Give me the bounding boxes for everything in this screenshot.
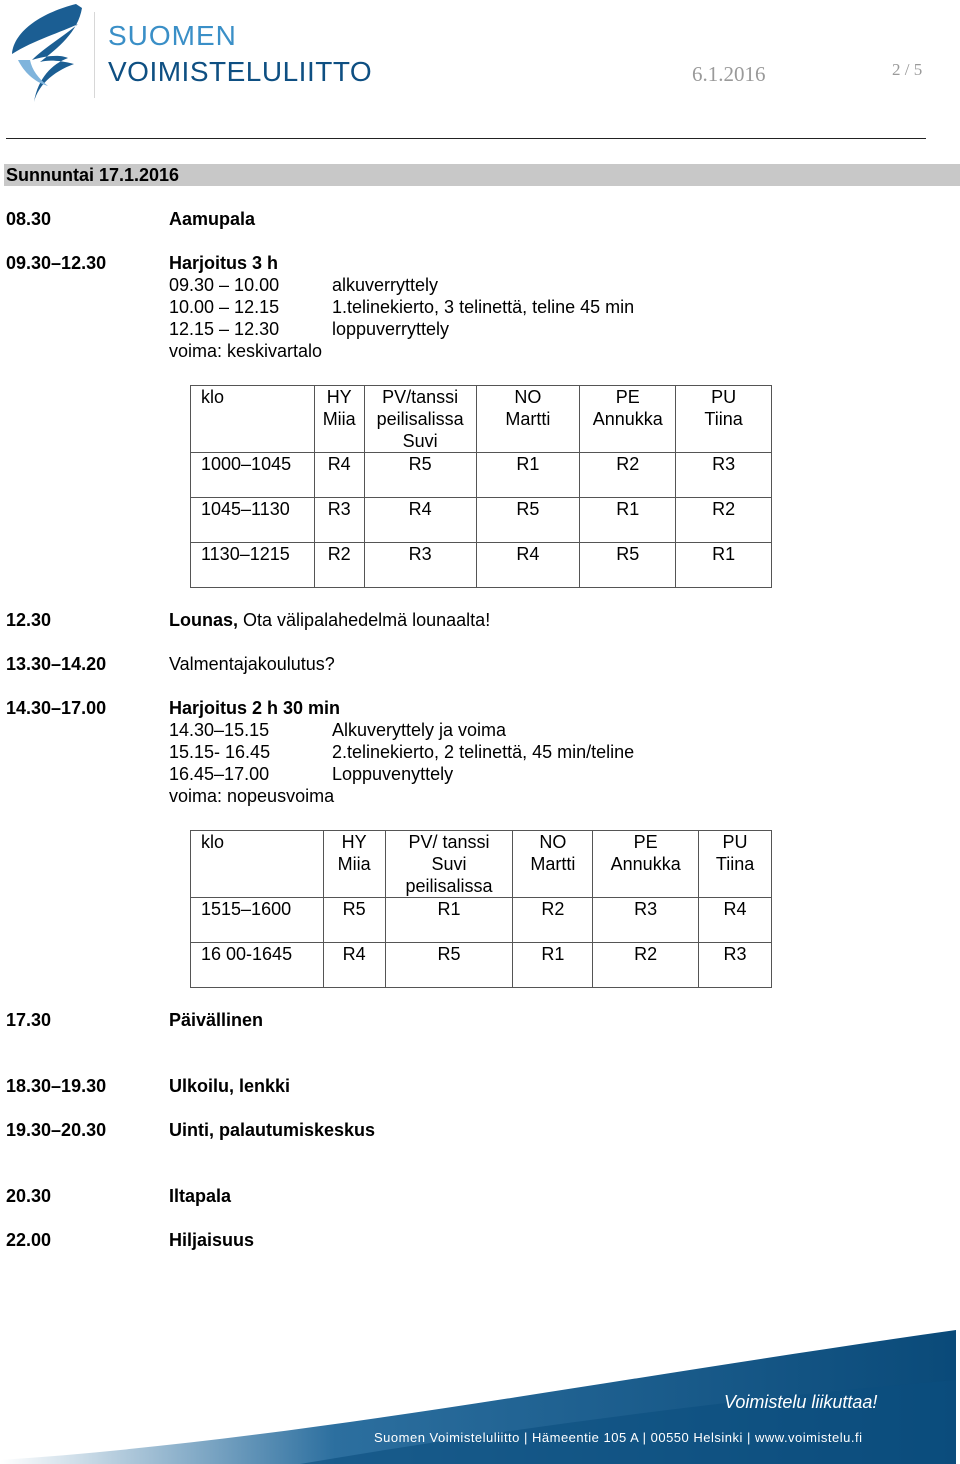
event-time: 19.30–20.30 <box>6 1120 107 1140</box>
sub-time: 09.30 – 10.00 <box>169 275 280 295</box>
header-cell: NO Martti <box>513 831 593 898</box>
table-cell: R5 <box>323 898 385 943</box>
event-time: 08.30 <box>6 209 52 229</box>
header-cell: PE Annukka <box>580 386 676 453</box>
day-title-band <box>4 164 960 186</box>
header-cell: PV/tanssi peilisalissa Suvi <box>364 386 476 453</box>
table-cell: R1 <box>476 453 580 498</box>
event-title: Iltapala <box>169 1186 232 1206</box>
table-cell: R3 <box>314 498 364 543</box>
sub-time: 14.30–15.15 <box>169 720 270 740</box>
sub-time: 12.15 – 12.30 <box>169 319 280 339</box>
table-cell: 16 00-1645 <box>191 943 324 988</box>
footer-address: Suomen Voimisteluliitto | Hämeentie 105 A | 00550 Helsinki | www.voimistelu.fi <box>374 1430 863 1445</box>
rotation-table-morning <box>190 385 772 588</box>
table-cell: R4 <box>699 898 772 943</box>
table-cell: 1000–1045 <box>191 453 315 498</box>
table-cell: R5 <box>476 498 580 543</box>
event-time: 13.30–14.20 <box>6 654 107 674</box>
table-cell: R2 <box>593 943 699 988</box>
table-cell: R1 <box>385 898 513 943</box>
event-title: Aamupala <box>169 209 256 229</box>
event-extra: Ota välipalahedelmä lounaalta! <box>243 610 491 630</box>
header-cell: PV/ tanssi Suvi peilisalissa <box>385 831 513 898</box>
training-note: voima: keskivartalo <box>169 341 323 361</box>
sub-desc: Alkuveryttely ja voima <box>332 720 507 740</box>
header-cell: HY Miia <box>314 386 364 453</box>
event-title: Uinti, palautumiskeskus <box>169 1120 376 1140</box>
table-cell: R2 <box>513 898 593 943</box>
sub-desc: alkuverryttely <box>332 275 439 295</box>
header-cell: HY Miia <box>323 831 385 898</box>
table-row <box>191 898 772 943</box>
event-time: 17.30 <box>6 1010 52 1030</box>
day-title: Sunnuntai 17.1.2016 <box>6 165 180 185</box>
training-note: voima: nopeusvoima <box>169 786 335 806</box>
event-time: 22.00 <box>6 1230 52 1250</box>
table-cell: R1 <box>513 943 593 988</box>
rotation-table-afternoon <box>190 830 772 988</box>
event-title: Lounas, <box>169 610 239 630</box>
event-title-line <box>169 609 490 631</box>
table-cell: R4 <box>314 453 364 498</box>
table-cell: 1045–1130 <box>191 498 315 543</box>
event-time: 18.30–19.30 <box>6 1076 107 1096</box>
logo-text-voimisteluliitto: VOIMISTELULIITTO <box>108 56 373 87</box>
event-title: Harjoitus 3 h <box>169 253 279 273</box>
table-row <box>191 498 772 543</box>
header-cell: klo <box>191 831 324 898</box>
sub-time: 16.45–17.00 <box>169 764 270 784</box>
table-row <box>191 943 772 988</box>
table-cell: R3 <box>676 453 772 498</box>
event-time: 20.30 <box>6 1186 52 1206</box>
header-cell: klo <box>191 386 315 453</box>
sub-time: 15.15- 16.45 <box>169 742 271 762</box>
page-number: 2 / 5 <box>892 60 923 79</box>
table-cell: R1 <box>580 498 676 543</box>
table-cell: R4 <box>323 943 385 988</box>
sub-desc: 2.telinekierto, 2 telinettä, 45 min/teline <box>332 742 635 762</box>
table-cell: R2 <box>580 453 676 498</box>
sub-desc: loppuverryttely <box>332 319 450 339</box>
event-title: Päivällinen <box>169 1010 264 1030</box>
table-cell: R3 <box>364 543 476 588</box>
footer-slogan: Voimistelu liikuttaa! <box>724 1392 878 1412</box>
event-time: 09.30–12.30 <box>6 253 107 273</box>
table-cell: R5 <box>364 453 476 498</box>
sub-desc: Loppuvenyttely <box>332 764 454 784</box>
sub-desc: 1.telinekierto, 3 telinettä, teline 45 min <box>332 297 635 317</box>
table-cell: R3 <box>593 898 699 943</box>
event-time: 12.30 <box>6 610 52 630</box>
table-cell: R4 <box>364 498 476 543</box>
table-cell: 1130–1215 <box>191 543 315 588</box>
table-cell: R3 <box>699 943 772 988</box>
logo-swirl-icon <box>4 2 100 106</box>
logo-divider <box>94 12 95 98</box>
header-rule <box>6 138 926 139</box>
table-header-row <box>191 386 772 453</box>
event-title: Ulkoilu, lenkki <box>169 1076 291 1096</box>
header-cell: PE Annukka <box>593 831 699 898</box>
table-cell: R2 <box>314 543 364 588</box>
header-cell: PU Tiina <box>699 831 772 898</box>
event-title: Harjoitus 2 h 30 min <box>169 698 341 718</box>
sub-time: 10.00 – 12.15 <box>169 297 280 317</box>
table-cell: R4 <box>476 543 580 588</box>
event-title: Valmentajakoulutus? <box>169 654 335 674</box>
header-cell: NO Martti <box>476 386 580 453</box>
event-time: 14.30–17.00 <box>6 698 107 718</box>
table-row <box>191 453 772 498</box>
table-row <box>191 543 772 588</box>
document-date: 6.1.2016 <box>692 62 766 86</box>
table-cell: R5 <box>385 943 513 988</box>
event-title: Hiljaisuus <box>169 1230 255 1250</box>
table-cell: R5 <box>580 543 676 588</box>
table-cell: 1515–1600 <box>191 898 324 943</box>
table-cell: R2 <box>676 498 772 543</box>
logo-text-suomen: SUOMEN <box>108 20 237 51</box>
table-header-row <box>191 831 772 898</box>
table-cell: R1 <box>676 543 772 588</box>
header-cell: PU Tiina <box>676 386 772 453</box>
